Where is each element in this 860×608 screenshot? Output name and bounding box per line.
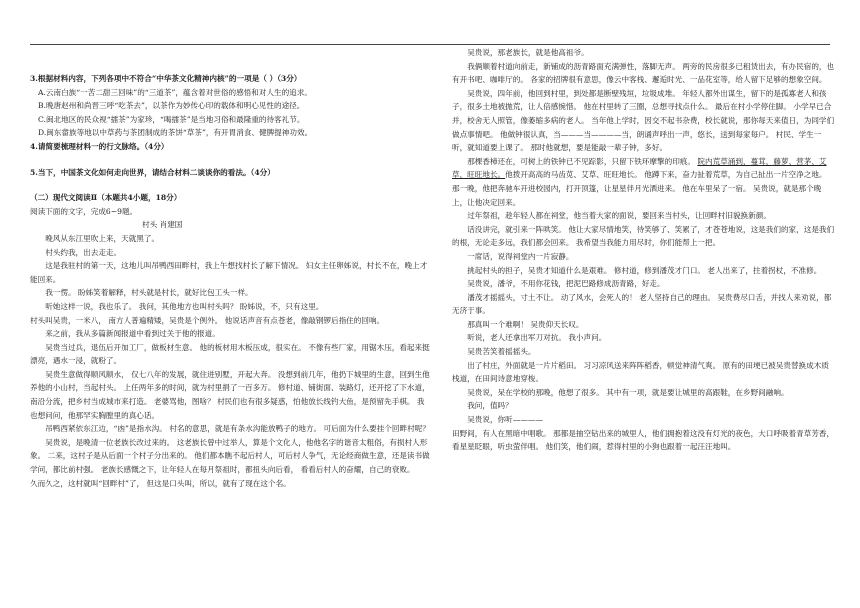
question-5: 5.当下，中国茶文化如何走向世界，请结合材料二谈谈你的看法。（4分） xyxy=(30,167,275,177)
paragraph: 村头叫吴贵，一米八， 南方人普遍精矮，吴贵是个例外。 他说话声音有点苍老，像敲钢锣后指住的回响。 xyxy=(30,315,385,325)
paragraph: 吊鸭西紧依东江边，“凼”是指水沟。 村名的意思，就是有条水沟能放鸭子的地方。 可后面为什么要挂个回畔村呢？ xyxy=(45,424,430,434)
paragraph: 出了村庄，外面就是一片片稻田。 习习凉风送来阵阵稻香，顿觉神清气爽。 原有的田埂已被吴贵替换成木质栈道，在田间诗意地穿梭。 xyxy=(452,360,829,384)
paragraph: 吴贵生意做得顺风顺水， 仅七八年的发展，就住进别墅，开起大奔。 没想到前几年，他扔下城里的生意，回到生他养他的小山村，当起村头。 上任两年多的时间，就为村里捐了一百多万。 修村道、铺街面、装路灯，还开挖了下水道，南沿分流，把乡村当成城市来打造。 老婆骂他，图啥？ 村民们也有很多疑惑，怕他放长线钓大鱼，是预留先手棋。 我也想问问，他那罕实胸膛里的真心话。 xyxy=(30,369,430,420)
paragraph: 吴贵说，四年前，他回到村里，到处都是断壁残垣，垃圾成堆。 年轻人都外出谋生，留下的是孤寡老人和孩子，很多土地被抛荒，让人倍感惋惜。 他在村里转了三圈，总想寻找点什么。 最后在村小学停住脚。 小学早已合并，校舍无人照管，像萎缩多病的老人。 当年他上学时，因交不起书杂费，校长就说，那你每天来值日，为同学们做点事情吧。 他做钟很认真，当———当————当，朗诵声呼出一声，悠长，送到每家每户。 村民、学生一听，就知道要上课了。 那时他就想，要是能敲一辈子钟，多好。 xyxy=(452,88,835,153)
question-3-option-b: B.晚唐赵州和尚晋三呼“吃茶去”，以茶作为妙传心印的载体和明心见性的途径。 xyxy=(38,101,305,111)
paragraph: 吴贵说，你听———— xyxy=(467,415,544,425)
question-3-option-d: D.闽东畲族等地以中草药与茶团制成的茶饼“草茶”，有开胃消食、健脾提神功效。 xyxy=(38,128,313,138)
right-column xyxy=(452,46,836,454)
paragraph: 田野间，有人在黑暗中唱歌。 那都是抽空钻出来的城里人，他们拥抱着这没有灯光的夜色，大口呼吸着青草芳香，看星星眨眼，听虫萤伴唱。 他们笑，他们闹，惹得村里的小狗也跟着一起汪汪地叫。 xyxy=(452,428,835,452)
paragraph: 吴贵苦笑着摇摇头。 xyxy=(467,347,536,357)
paragraph: 久而久之，这村就叫“回畔村”了， 但这是口头叫，所以，就有了现在这个名。 xyxy=(30,478,291,488)
paragraph: 这是我驻村的第一天，这地儿叫吊鸭西田畔村，我上午想找村长了解下情况。 妇女主任卵姊说，村长不在，晚上才能回来。 xyxy=(30,261,428,284)
paragraph: 村头约我，出去走走。 xyxy=(45,247,122,257)
paragraph: 潘茂才摇摇头，寸土不让。 动了风水，会死人的！ 老人坚持自己的理由。 吴贵费尽口舌，并找人来劝说，都无济于事。 xyxy=(452,292,832,316)
question-3-option-c: C.闽北地区的民众视“擂茶”为家珍，“喝擂茶”是当地习俗和最隆重的待客礼节。 xyxy=(38,114,305,124)
paragraph: 过年祭祖，趁年轻人都在祠堂，他当着大家的面说，要回来当村头，让回畔村旧貌换新颜。 xyxy=(467,211,771,221)
paragraph: 吴贵说，是晚清一位老族长改过来的。 这老族长曾中过举人，算是个文化人，他他名字的谐音太粗俗，有损村人形象。 二来，这村子是从后面一个村子分出来的。 他们都本瞧不起后村人，可后村人争气，无论经商做生意，还是读书做学问，都比前村强。 老族长感慨之下，让年轻人在每月祭祖时，都扭头向后看， 看看后村人的奋耀，自己的衰败。 xyxy=(30,437,430,475)
paragraph: 我俩顺着村道向前走，新铺成的沥青路面充满弹性，落脚无声。 两旁的民房很多已租赁出去，有办民宿的，也有开书吧、咖啡厅的。 各家的招牌很有意思，像云中客栈、邂逅时光、一品花室等，给人留下足够的想象空间。 xyxy=(452,61,835,85)
left-column xyxy=(30,46,430,490)
paragraph: 吴贵说，那老族长，就是他高祖爷。 xyxy=(467,48,589,57)
paragraph: 吴贵当过兵，退伍后开加工厂，做板材生意。 他的板材用木板压成，很实在。 不像有些厂家，用锯木压，看起来挺漂亮，遇水一浸，就粉了。 xyxy=(30,342,430,366)
paragraph: 来之前，我从多篇新闻报道中看到过关于他的报道。 xyxy=(45,329,220,339)
paragraph: 听说，老人还拿出军刀对抗。 我小声问。 xyxy=(467,333,607,343)
header-rule xyxy=(30,44,830,45)
question-3: 3.根据材料内容，下列各项中不符合“中华茶文化精神内核”的一项是（ ）（3分） xyxy=(30,74,302,83)
paragraph: 一席话，说得祠堂内一片寂静。 xyxy=(467,251,574,261)
underlined-sentence: 院内荒草涌到，蔓茸，藤萝、营茅、艾草，旺旺地长。 xyxy=(452,156,827,180)
section-instruction: 阅读下面的文字，完成6~9题。 xyxy=(30,206,138,216)
paragraph: 吴贵说，呆在学校的那晚，他想了很多。 其中有一项，就是要让城里的高跟鞋，在乡野间融响。 xyxy=(467,387,789,397)
question-3-option-a: A.云南白族“一苦二甜三回味”的“三道茶”，蕴含着对世俗的感悟和对人生的追求。 xyxy=(38,87,313,97)
story-title: 村头 肖建国 xyxy=(142,220,183,230)
paragraph: 听她这样一说，我也乐了。 我问，其他地方也叫村头吗？ 盼姊说，不，只有这里。 xyxy=(45,301,324,311)
paragraph: 挑起村头的担子，吴贵才知道什么是艰难。 修村道，修到潘茂才门口。 老人出来了，拄着拐杖，不准修。 xyxy=(467,265,822,275)
paragraph: 那真叫一个难啊！ 吴贵仰天长叹。 xyxy=(467,319,584,329)
story-left-body xyxy=(30,232,430,490)
paragraph: 话没讲完，就引来一阵哄笑。 他让大家尽情地笑，待笑够了、笑累了，才苍苍地说，这是我们的家，这是我们的根，无论走多远，我们都会回来。 我希望当我能力用尽时，你们能帮上一把。 xyxy=(452,224,835,248)
paragraph-text: 那棵香樟还在，可树上的铁钟已不见踪影，只留下铁环摩擎的印痕。 院内荒草涌到，蔓茸，藤萝、营茅、艾草，旺旺地长。他拨开高高的马齿苋、艾草、旺旺地长。 他蹲下来，奋力扯着荒草，为自己扯出一片空净之地。 那一晚，他把奔驰车开进校园内，打开顶篷，让星星伴月光洒进来。 他在车里呆了一宿。 吴贵说，就是那个晚上，让他决定回来。 xyxy=(452,156,827,207)
paragraph: 我一愣。 盼姊笑着解释，村头就是村长，就好比包工头一样。 xyxy=(45,288,253,298)
question-4: 4.请简要梳理材料一的行文脉络。（4分） xyxy=(30,141,169,151)
section-heading: （二）现代文阅读Ⅱ（本题共4小题，18分） xyxy=(30,193,182,203)
paragraph-underlined xyxy=(452,155,836,209)
paragraph: 我问，值吗？ xyxy=(467,401,513,411)
paragraph: 吴贵说，潘爷，不用你花钱，把泥巴路修成沥青路，好走。 xyxy=(467,279,665,289)
paragraph: 晚风从东江里吹上来，天就黑了。 xyxy=(45,233,160,243)
